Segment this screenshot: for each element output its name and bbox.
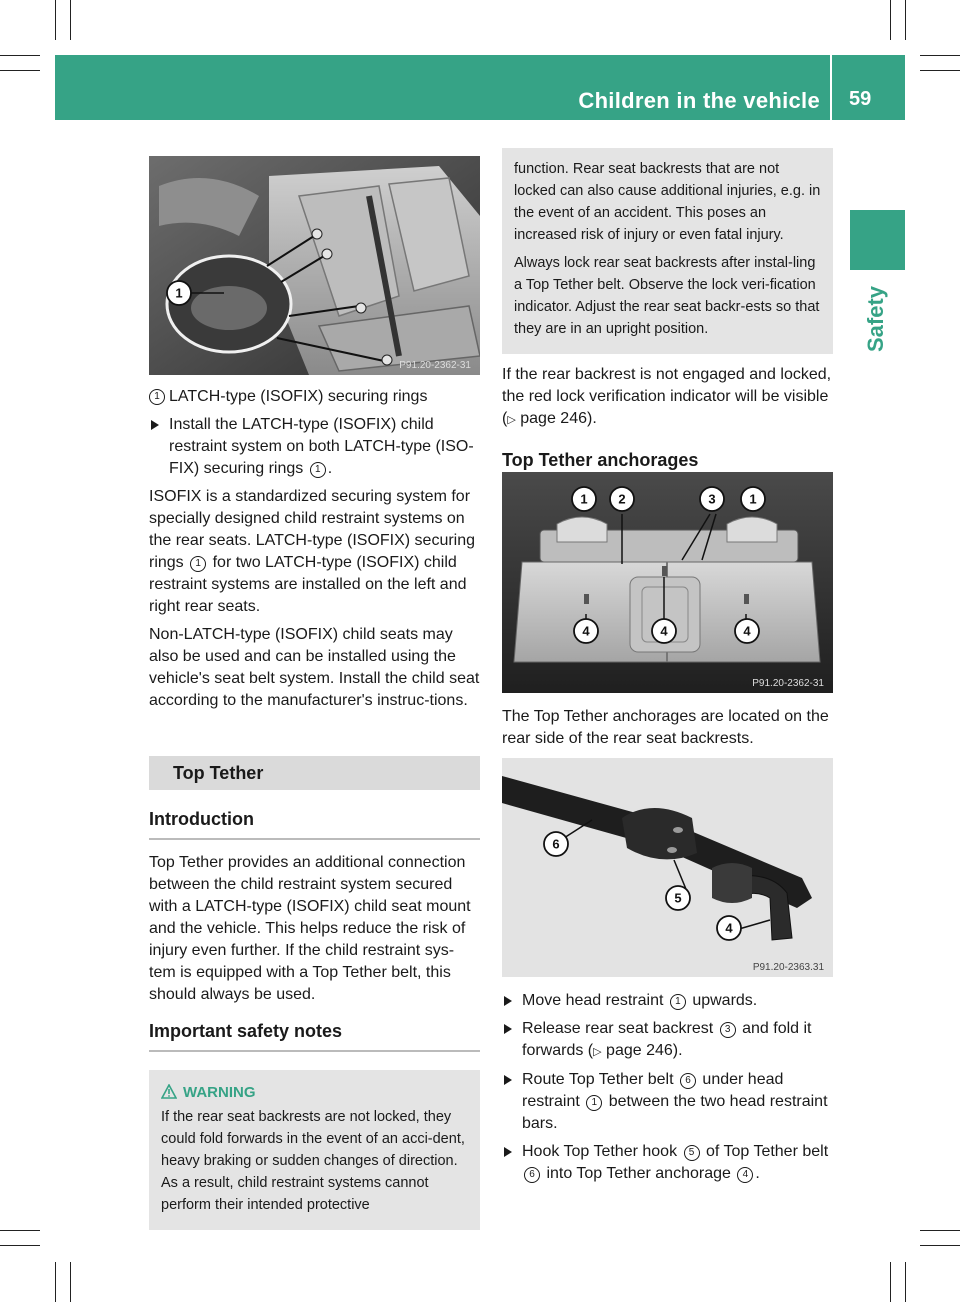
step-text: Hook Top Tether hook [522, 1143, 678, 1160]
chapter-title: Children in the vehicle [578, 88, 820, 113]
callout-number: 1 [310, 462, 326, 478]
header-separator [830, 55, 832, 120]
callout-6: 6 [552, 836, 560, 852]
callout-1: 1 [175, 285, 183, 301]
backrest-paragraph [502, 364, 833, 431]
warning-triangle-icon [161, 1084, 177, 1099]
callout-number: 1 [149, 389, 165, 405]
crop-mark [55, 1262, 56, 1302]
callout-number: 1 [670, 994, 686, 1010]
step-arrow-icon [504, 996, 512, 1006]
instruction-step [502, 990, 833, 1012]
crop-mark [70, 1262, 71, 1302]
figure-isofix-rings [149, 156, 480, 375]
callout-4: 4 [582, 623, 590, 639]
callout-number: 6 [524, 1167, 540, 1183]
figure-code: P91.20-2362-31 [752, 678, 824, 689]
intro-paragraph: Top Tether provides an additional connection between the child restraint system secured with a LATCH-type (ISOFIX) child seat mount and the vehicle. This helps reduce the risk of injury even further. If the child restraint sys-tem is equipped with a Top Tether belt, this should always be used. [149, 854, 471, 1003]
warning-box [149, 1070, 480, 1230]
callout-number: 5 [684, 1145, 700, 1161]
instruction-step [502, 1018, 833, 1063]
page-ref-icon: ▷ [593, 1046, 602, 1058]
legend-item [149, 386, 480, 408]
figure-tether-anchorages [502, 472, 833, 693]
left-column [149, 386, 480, 1230]
non-latch-paragraph: Non-LATCH-type (ISOFIX) child seats may also be used and can be installed using the vehicle's seat belt system. Install the child seat according to the manufacturer's instruc-tions. [149, 626, 480, 709]
crop-mark [0, 1245, 40, 1246]
callout-number: 3 [720, 1022, 736, 1038]
step-arrow-icon [504, 1147, 512, 1157]
crop-mark [905, 1262, 906, 1302]
crop-mark [920, 55, 960, 56]
crop-mark [0, 70, 40, 71]
callout-number: 1 [190, 556, 206, 572]
step-text: upwards. [692, 992, 758, 1009]
warning-text: function. Rear seat backrests that are not locked can also cause additional injuries, e.g. in the event of an accident. This poses an increased risk of injury or even fatal injury. [514, 161, 821, 243]
crop-mark [920, 70, 960, 71]
callout-5: 5 [674, 890, 682, 906]
crop-mark [920, 1230, 960, 1231]
callout-number: 4 [737, 1167, 753, 1183]
heading-introduction: Introduction [149, 808, 480, 840]
step-text: of Top Tether belt [705, 1143, 829, 1160]
crop-mark [890, 1262, 891, 1302]
callout-3: 3 [708, 491, 716, 507]
figure-code: P91.20-2363.31 [752, 962, 824, 973]
paragraph-text: ISOFIX is a standardized securing system for specially designed child restraint systems on the rear seats. LATCH-type (ISOFIX) securing rings [149, 488, 476, 571]
step-text: Route Top Tether belt [522, 1071, 674, 1088]
warning-header [161, 1082, 472, 1104]
step-text: ). [672, 1042, 683, 1059]
paragraph-text: for two LATCH-type (ISOFIX) child restraint systems are installed on the left and right rear seats. [149, 554, 467, 615]
instruction-step [502, 1141, 833, 1185]
step-text: and fold it forwards ( [522, 1020, 812, 1059]
right-column [502, 148, 833, 493]
callout-4: 4 [725, 920, 733, 936]
step-text-end: . [327, 460, 333, 477]
heading-top-tether: Top Tether [149, 756, 480, 790]
step-text: Release rear seat backrest [522, 1020, 714, 1037]
paragraph-text: ). [586, 410, 597, 427]
step-arrow-icon [504, 1024, 512, 1034]
isofix-paragraph [149, 486, 480, 618]
section-tab [850, 210, 905, 270]
step-text: . [755, 1165, 760, 1182]
page-reference-link[interactable]: page 246 [606, 1042, 673, 1059]
callout-2: 2 [618, 491, 626, 507]
page-number: 59 [849, 88, 872, 110]
instruction-step [502, 1069, 833, 1135]
callout-number: 6 [680, 1073, 696, 1089]
crop-mark [55, 0, 56, 40]
callout-4: 4 [660, 623, 668, 639]
anchorages-paragraph: The Top Tether anchorages are located on the rear side of the rear seat backrests. [502, 708, 829, 747]
crop-mark [0, 55, 40, 56]
step-text: Install the LATCH-type (ISOFIX) child restraint system on both LATCH-type (ISO-FIX) securing rings [169, 416, 474, 477]
page-ref-icon: ▷ [507, 414, 516, 426]
legend-text: LATCH-type (ISOFIX) securing rings [169, 388, 428, 405]
crop-mark [0, 1230, 40, 1231]
heading-safety-notes: Important safety notes [149, 1020, 480, 1052]
heading-anchorages: Top Tether anchorages [502, 449, 833, 481]
crop-mark [905, 0, 906, 40]
crop-mark [70, 0, 71, 40]
steps-block [502, 990, 833, 1191]
callout-1: 1 [580, 491, 588, 507]
figure-code: P91.20-2362-31 [399, 360, 471, 371]
anchorages-paragraph-block [502, 706, 833, 756]
step-text: under head restraint [522, 1071, 784, 1110]
warning-text: Always lock rear seat backrests after instal-ling a Top Tether belt. Observe the lock veri-fication indicator. Adjust the rear seat backr-ests so that they are in an upright position. [514, 255, 820, 337]
step-arrow-icon [151, 420, 159, 430]
step-arrow-icon [504, 1075, 512, 1085]
instruction-step [149, 414, 480, 480]
callout-number: 1 [586, 1095, 602, 1111]
paragraph-text: If the rear backrest is not engaged and locked, the red lock verification indicator will be visible ( [502, 366, 832, 427]
section-label: Safety [863, 285, 888, 352]
crop-mark [890, 0, 891, 40]
warning-box-continued [502, 148, 833, 354]
page-reference-link[interactable]: page 246 [520, 410, 587, 427]
warning-title: WARNING [183, 1084, 256, 1101]
warning-text: If the rear seat backrests are not locked, they could fold forwards in the event of an acci-dent, heavy braking or sudden changes of direction. As a result, child restraint systems cannot perform their intended protective [161, 1109, 465, 1213]
callout-4: 4 [743, 623, 751, 639]
callout-1: 1 [749, 491, 757, 507]
step-text: into Top Tether anchorage [546, 1165, 731, 1182]
figure-tether-belt [502, 758, 833, 977]
step-text: between the two head restraint bars. [522, 1093, 828, 1132]
step-text: Move head restraint [522, 992, 664, 1009]
crop-mark [920, 1245, 960, 1246]
